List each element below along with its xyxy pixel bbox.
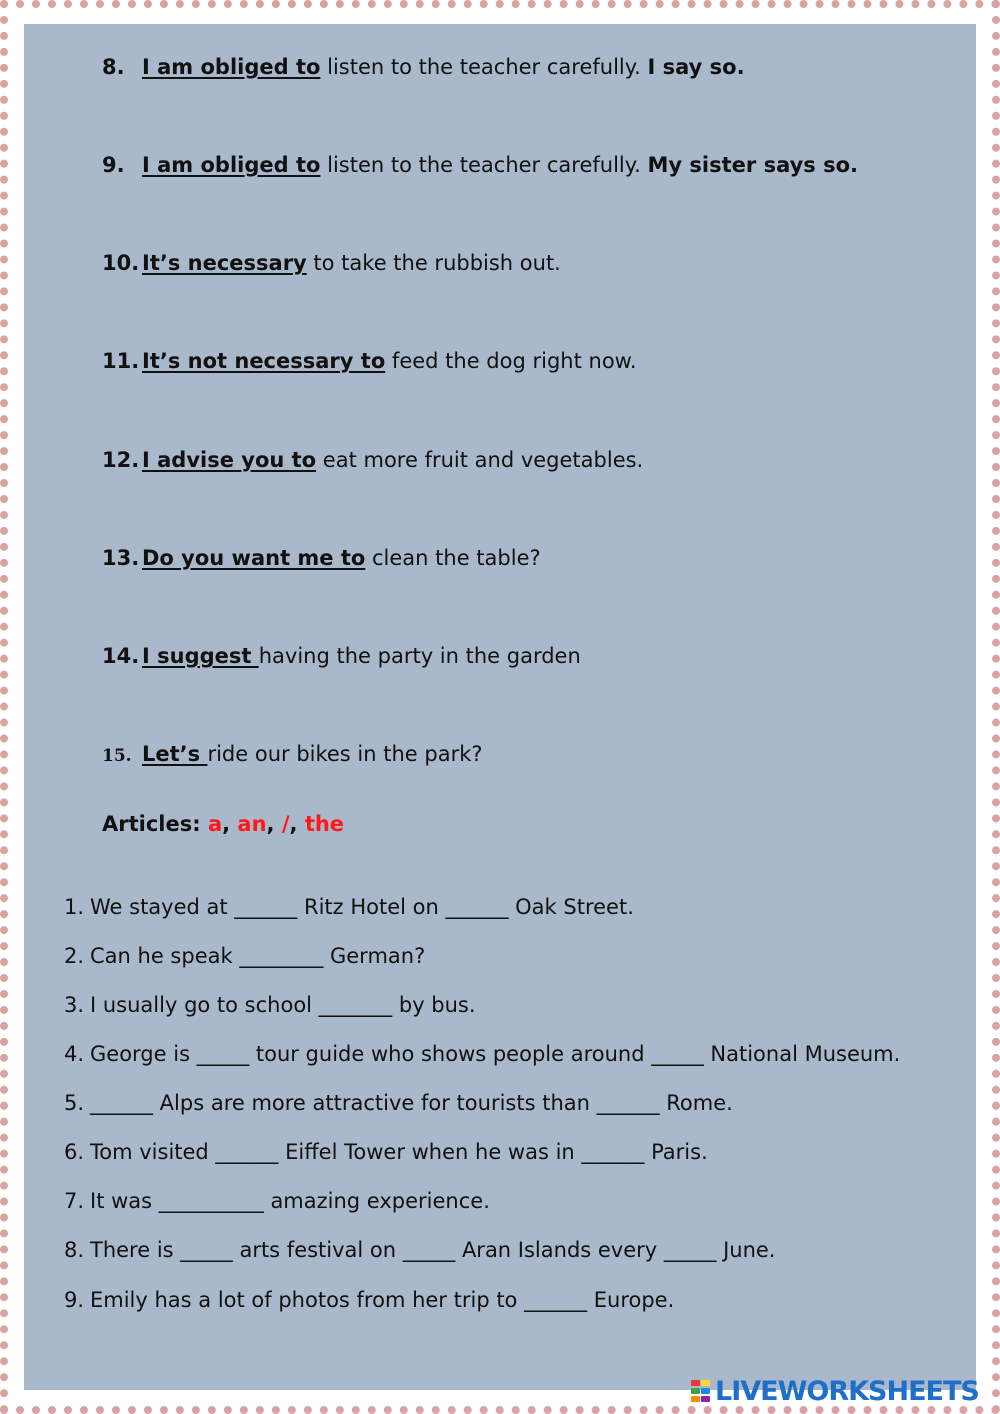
- separator: ,: [266, 812, 282, 836]
- underlined-phrase: Let’s: [142, 742, 208, 766]
- item-number: 1.: [64, 895, 85, 919]
- modal-item: [102, 152, 858, 178]
- item-number: 9.: [102, 153, 125, 177]
- item-number: 14.: [102, 644, 140, 668]
- separator: ,: [289, 812, 305, 836]
- article-option: the: [304, 812, 345, 836]
- liveworksheets-logo[interactable]: [690, 1376, 979, 1406]
- sentence-text: George is _____ tour guide who shows people around _____ National Museum.: [90, 1042, 901, 1066]
- sentence-rest: listen to the teacher carefully.: [320, 55, 648, 79]
- item-number: 8.: [64, 1238, 85, 1262]
- modal-item: [102, 54, 745, 80]
- sentence-text: Can he speak ________ German?: [90, 944, 426, 968]
- article-option: /: [281, 812, 290, 836]
- article-item: [64, 1237, 775, 1263]
- item-number: 9.: [64, 1288, 85, 1312]
- modal-item: [102, 250, 561, 276]
- sentence-rest: feed the dog right now.: [385, 349, 637, 373]
- modal-item: [102, 643, 581, 669]
- logo-text: LIVEWORKSHEETS: [715, 1375, 979, 1407]
- underlined-phrase: I suggest: [142, 644, 259, 668]
- article-item: [64, 1287, 674, 1313]
- article-option: an: [237, 812, 267, 836]
- underlined-phrase: Do you want me to: [142, 546, 366, 570]
- underlined-phrase: I am obliged to: [142, 153, 321, 177]
- sentence-rest: listen to the teacher carefully.: [320, 153, 648, 177]
- modal-item: [102, 447, 643, 473]
- article-option: a: [207, 812, 223, 836]
- item-number: 11.: [102, 349, 140, 373]
- articles-label: Articles:: [102, 812, 208, 836]
- underlined-phrase: It’s necessary: [142, 251, 307, 275]
- logo-blocks-icon: [690, 1378, 712, 1404]
- modal-item: [102, 545, 541, 571]
- sentence-text: Emily has a lot of photos from her trip to ______ Europe.: [90, 1288, 675, 1312]
- item-number: 12.: [102, 448, 140, 472]
- sentence-tail: My sister says so.: [647, 153, 859, 177]
- item-number: 7.: [64, 1189, 85, 1213]
- item-number: 2.: [64, 944, 85, 968]
- worksheet-page: [24, 24, 976, 1390]
- item-number: 13.: [102, 546, 140, 570]
- sentence-text: I usually go to school _______ by bus.: [90, 993, 476, 1017]
- article-item: [64, 992, 476, 1018]
- sentence-text: ______ Alps are more attractive for tourists than ______ Rome.: [90, 1091, 733, 1115]
- sentence-text: We stayed at ______ Ritz Hotel on ______ Oak Street.: [90, 895, 634, 919]
- item-number: 10.: [102, 251, 140, 275]
- item-number: 3.: [64, 993, 85, 1017]
- sentence-rest: eat more fruit and vegetables.: [316, 448, 644, 472]
- underlined-phrase: I advise you to: [142, 448, 317, 472]
- sentence-text: It was __________ amazing experience.: [90, 1189, 490, 1213]
- item-number: 4.: [64, 1042, 85, 1066]
- sentence-rest: ride our bikes in the park?: [207, 742, 483, 766]
- underlined-phrase: I am obliged to: [142, 55, 321, 79]
- article-item: [64, 943, 425, 969]
- sentence-tail: I say so.: [647, 55, 745, 79]
- separator: ,: [222, 812, 238, 836]
- underlined-phrase: It’s not necessary to: [142, 349, 386, 373]
- article-item: [64, 1139, 708, 1165]
- sentence-rest: clean the table?: [365, 546, 541, 570]
- item-number: 8.: [102, 55, 125, 79]
- modal-item: [102, 741, 483, 769]
- articles-heading: [102, 811, 344, 837]
- sentence-rest: to take the rubbish out.: [306, 251, 561, 275]
- item-number: 5.: [64, 1091, 85, 1115]
- article-item: [64, 1041, 900, 1067]
- article-item: [64, 1090, 733, 1116]
- sentence-text: There is _____ arts festival on _____ Aran Islands every _____ June.: [90, 1238, 776, 1262]
- sentence-rest: having the party in the garden: [258, 644, 581, 668]
- article-item: [64, 894, 634, 920]
- article-item: [64, 1188, 490, 1214]
- modal-item: [102, 348, 637, 374]
- sentence-text: Tom visited ______ Eiffel Tower when he was in ______ Paris.: [90, 1140, 708, 1164]
- item-number: 6.: [64, 1140, 85, 1164]
- item-number: 15.: [102, 746, 132, 766]
